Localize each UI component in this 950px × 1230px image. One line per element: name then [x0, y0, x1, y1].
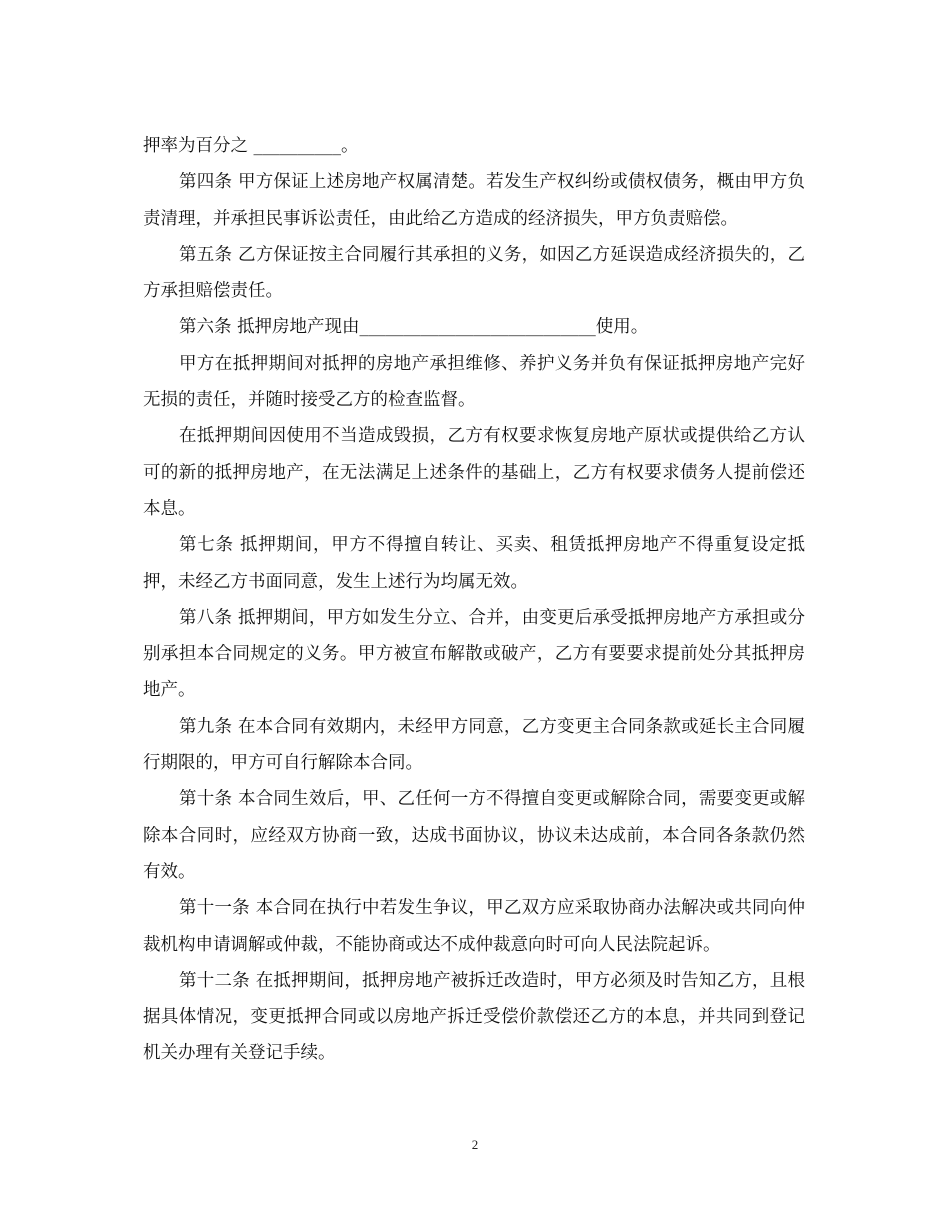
page-number: 2: [471, 1137, 479, 1152]
paragraph-article-8: 第八条 抵押期间，甲方如发生分立、合并，由变更后承受抵押房地产方承担或分别承担本合同规定的义务。甲方被宣布解散或破产，乙方有要要求提前处分其抵押房地产。: [143, 607, 805, 701]
paragraph-maintenance-duty: 甲方在抵押期间对抵押的房地产承担维修、养护义务并负有保证抵押房地产完好无损的责任，并随时接受乙方的检查监督。: [143, 353, 805, 411]
paragraph-article-7: 第七条 抵押期间，甲方不得擅自转让、买卖、租赁抵押房地产不得重复设定抵押，未经乙方书面同意，发生上述行为均属无效。: [143, 535, 805, 592]
paragraph-article-12: 第十二条 在抵押期间，抵押房地产被拆迁改造时，甲方必须及时告知乙方，且根据具体情况，变更抵押合同或以房地产拆迁受偿价款偿还乙方的本息，并共同到登记机关办理有关登记手续。: [143, 970, 805, 1064]
paragraph-article-9: 第九条 在本合同有效期内，未经甲方同意，乙方变更主合同条款或延长主合同履行期限的，甲方可自行解除本合同。: [143, 716, 805, 774]
paragraph-article-11: 第十一条 本合同在执行中若发生争议，甲乙双方应采取协商办法解决或共同向仲裁机构申请调解或仲裁，不能协商或达不成仲裁意向时可向人民法院起诉。: [143, 898, 805, 955]
paragraph-article-6: 第六条 抵押房地产现由___________________________使用。: [179, 317, 649, 338]
paragraph-mortgage-rate: 押率为百分之 __________。: [143, 136, 359, 156]
paragraph-article-5: 第五条 乙方保证按主合同履行其承担的义务，如因乙方延误造成经济损失的，乙方承担赔偿责任。: [143, 244, 805, 302]
paragraph-article-4: 第四条 甲方保证上述房地产权属清楚。若发生产权纠纷或债权债务，概由甲方负责清理，并承担民事诉讼责任，由此给乙方造成的经济损失，甲方负责赔偿。: [143, 172, 805, 229]
document-body: [143, 128, 805, 1072]
paragraph-damage-clause: 在抵押期间因使用不当造成毁损，乙方有权要求恢复房地产原状或提供给乙方认可的新的抵押房地产，在无法满足上述条件的基础上，乙方有权要求债务人提前偿还本息。: [143, 426, 805, 519]
paragraph-article-10: 第十条 本合同生效后，甲、乙任何一方不得擅自变更或解除合同，需要变更或解除本合同时，应经双方协商一致，达成书面协议，协议未达成前，本合同各条款仍然有效。: [143, 789, 805, 882]
